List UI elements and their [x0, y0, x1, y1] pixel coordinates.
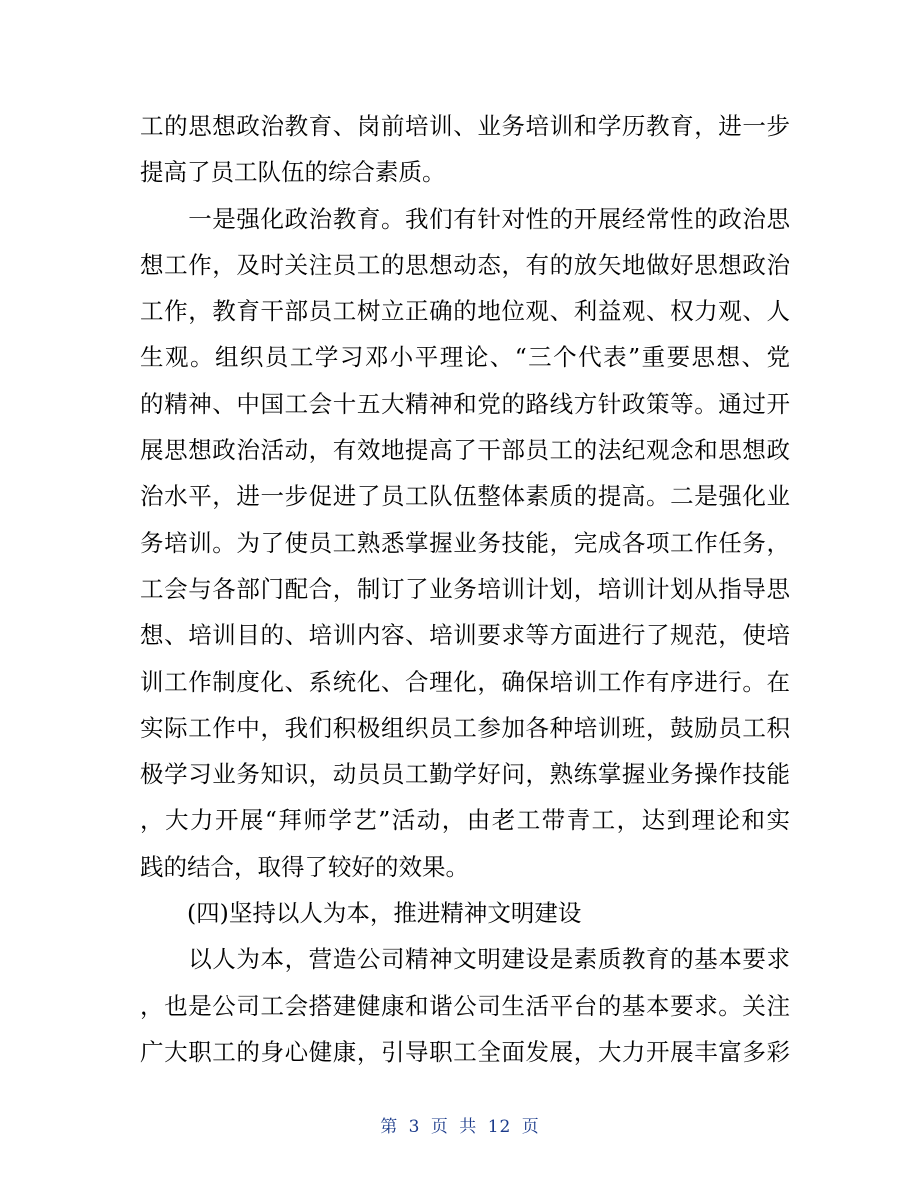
text-line: 务培训。为了使员工熟悉掌握业务技能，完成各项工作任务， [140, 528, 790, 557]
text-line: 实际工作中，我们积极组织员工参加各种培训班，鼓励员工积 [140, 713, 790, 742]
page-label-suffix: 页 [521, 1117, 540, 1137]
total-pages-number: 12 [487, 1117, 512, 1137]
page-label-prefix: 第 [380, 1117, 399, 1137]
text-line: 工作，教育干部员工树立正确的地位观、利益观、权力观、人 [140, 297, 790, 326]
page-number-footer [0, 1112, 920, 1137]
page-label-mid: 页 [430, 1117, 449, 1137]
text-line: 训工作制度化、系统化、合理化，确保培训工作有序进行。在 [140, 667, 790, 696]
text-line: 广大职工的身心健康，引导职工全面发展，大力开展丰富多彩 [140, 1037, 790, 1066]
text-line: 工会与各部门配合，制订了业务培训计划，培训计划从指导思 [140, 574, 790, 603]
text-line: 践的结合，取得了较好的效果。 [140, 852, 469, 881]
page-label-total-prefix: 共 [459, 1117, 478, 1137]
text-line: 的精神、中国工会十五大精神和党的路线方针政策等。通过开 [140, 389, 790, 418]
text-line: ，大力开展“拜师学艺”活动，由老工带青工，达到理论和实 [140, 806, 790, 835]
text-line: ，也是公司工会搭建健康和谐公司生活平台的基本要求。关注 [140, 991, 790, 1020]
text-line: 想工作，及时关注员工的思想动态，有的放矢地做好思想政治 [140, 250, 790, 279]
text-line: 极学习业务知识，动员员工勤学好问，熟练掌握业务操作技能 [140, 760, 790, 789]
section-heading: (四)坚持以人为本，推进精神文明建设 [140, 899, 582, 928]
text-line: 展思想政治活动，有效地提高了干部员工的法纪观念和思想政 [140, 436, 790, 465]
text-line: 想、培训目的、培训内容、培训要求等方面进行了规范，使培 [140, 621, 790, 650]
text-line: 以人为本，营造公司精神文明建设是素质教育的基本要求 [140, 945, 790, 974]
text-line: 提高了员工队伍的综合素质。 [140, 158, 446, 187]
text-line: 一是强化政治教育。我们有针对性的开展经常性的政治思 [140, 204, 790, 233]
text-line: 治水平，进一步促进了员工队伍整体素质的提高。二是强化业 [140, 482, 790, 511]
current-page-number: 3 [408, 1117, 421, 1137]
text-line: 工的思想政治教育、岗前培训、业务培训和学历教育，进一步 [140, 112, 790, 140]
body-text [140, 103, 790, 1075]
text-line: 生观。组织员工学习邓小平理论、“三个代表”重要思想、党 [140, 343, 790, 372]
